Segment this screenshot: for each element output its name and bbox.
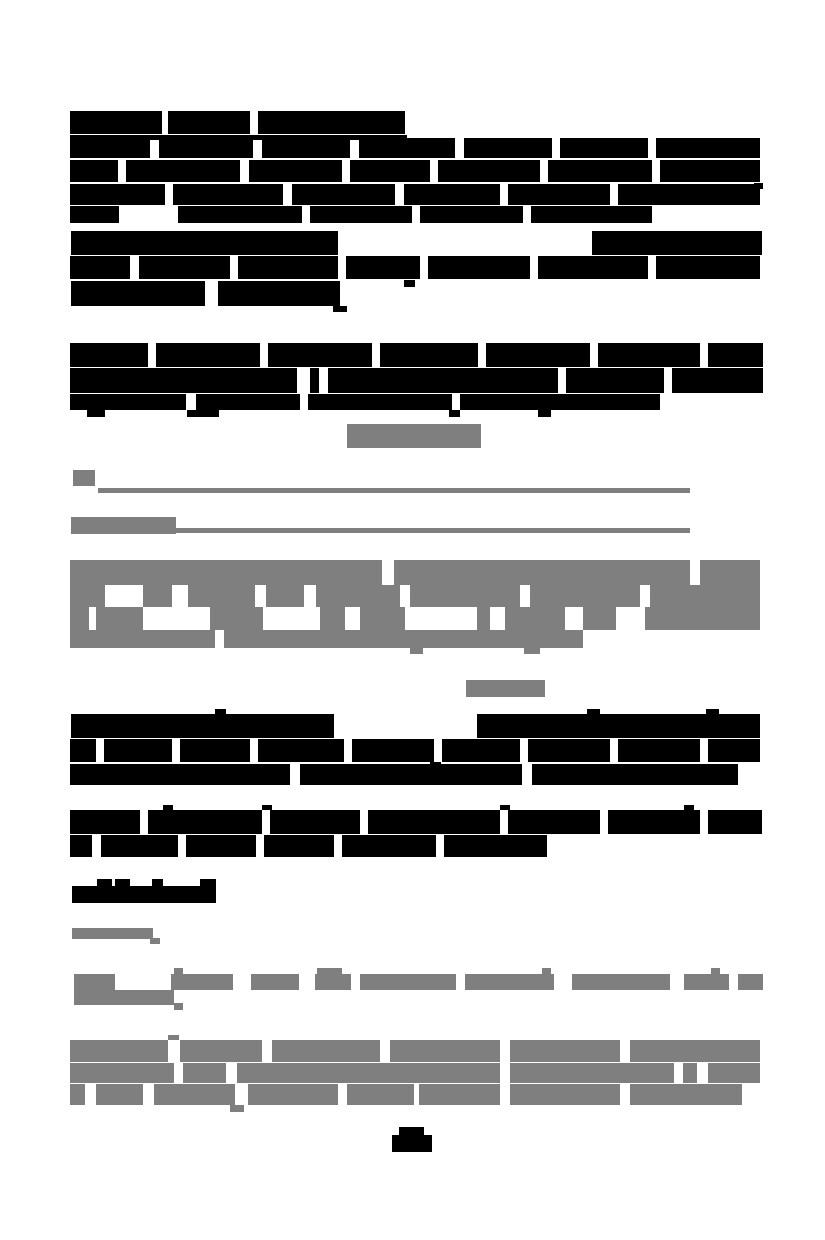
illegible-text-bar (683, 1063, 697, 1083)
ascender-mark (706, 709, 719, 714)
illegible-text-bar (70, 764, 290, 785)
illegible-text-bar (266, 585, 304, 607)
illegible-text-bar (210, 607, 263, 630)
illegible-text-bar (486, 343, 590, 367)
illegible-text-bar (346, 256, 420, 279)
illegible-text-bar (70, 1084, 85, 1105)
illegible-text-bar (510, 1040, 620, 1062)
ascender-mark (500, 805, 510, 810)
illegible-text-bar (598, 343, 700, 367)
illegible-text-bar (390, 1040, 500, 1062)
illegible-text-bar (96, 1084, 143, 1105)
illegible-text-bar (548, 160, 652, 182)
illegible-text-bar (645, 607, 760, 630)
illegible-text-bar (218, 281, 340, 306)
illegible-text-bar (560, 138, 648, 158)
illegible-text-bar (315, 974, 351, 990)
illegible-text-bar (70, 138, 150, 158)
illegible-text-bar (159, 138, 253, 158)
rule-line-mark (176, 528, 690, 533)
illegible-text-bar (650, 585, 760, 607)
illegible-text-bar (70, 560, 382, 585)
illegible-text-bar (394, 560, 690, 585)
illegible-text-bar (444, 835, 547, 857)
illegible-text-bar (249, 160, 342, 182)
illegible-text-bar (566, 368, 664, 393)
illegible-text-bar (477, 714, 760, 738)
illegible-text-bar (178, 206, 302, 223)
illegible-text-bar (510, 1084, 620, 1105)
ascender-mark (542, 968, 551, 974)
illegible-text-bar (139, 256, 230, 279)
illegible-text-bar (392, 1135, 432, 1152)
illegible-text-bar (328, 368, 558, 393)
illegible-text-bar (310, 368, 319, 393)
illegible-text-bar (508, 184, 610, 205)
illegible-text-bar (196, 394, 300, 410)
illegible-text-bar (538, 256, 648, 279)
ascender-mark (115, 879, 130, 887)
illegible-text-bar (420, 206, 523, 223)
illegible-text-bar (71, 714, 334, 738)
illegible-text-bar (672, 368, 763, 393)
illegible-text-bar (505, 607, 565, 630)
illegible-text-bar (70, 160, 118, 182)
illegible-text-bar (656, 256, 760, 279)
illegible-text-bar (248, 1084, 338, 1105)
illegible-text-bar (410, 585, 520, 607)
illegible-text-bar (70, 206, 119, 223)
ascender-mark (587, 709, 600, 714)
illegible-text-bar (168, 111, 250, 134)
descender-mark (174, 1003, 183, 1010)
illegible-text-bar (708, 810, 762, 834)
illegible-text-bar (608, 810, 700, 834)
rule-line-mark (98, 488, 690, 493)
illegible-text-bar (180, 739, 250, 762)
illegible-text-bar (477, 607, 490, 630)
illegible-text-bar (251, 974, 299, 990)
illegible-text-bar (419, 1084, 500, 1105)
illegible-text-bar (70, 739, 96, 762)
illegible-text-bar (618, 739, 700, 762)
illegible-text-bar (442, 739, 520, 762)
illegible-text-bar (70, 111, 162, 134)
illegible-text-bar (70, 630, 215, 648)
ascender-mark (200, 879, 216, 887)
illegible-text-bar (258, 739, 344, 762)
illegible-text-bar (320, 607, 345, 630)
illegible-text-bar (71, 517, 176, 534)
illegible-text-bar (465, 974, 554, 990)
descender-mark (404, 280, 415, 287)
illegible-text-bar (186, 835, 256, 857)
illegible-text-bar (342, 835, 436, 857)
underline-mark (70, 135, 407, 140)
descender-mark (754, 183, 763, 189)
illegible-text-bar (104, 739, 172, 762)
illegible-text-bar (359, 138, 455, 158)
illegible-text-bar (368, 810, 500, 834)
illegible-text-bar (508, 810, 600, 834)
illegible-text-bar (460, 394, 660, 410)
illegible-text-bar (70, 394, 186, 410)
illegible-text-bar (96, 607, 143, 630)
illegible-text-bar (428, 256, 530, 279)
illegible-text-bar (70, 184, 165, 205)
illegible-text-bar (530, 585, 640, 607)
illegible-text-bar (70, 1040, 168, 1062)
illegible-text-bar (466, 680, 545, 697)
illegible-text-bar (360, 607, 405, 630)
illegible-text-bar (74, 974, 115, 990)
illegible-text-bar (347, 424, 481, 448)
illegible-text-bar (532, 764, 738, 785)
ascender-mark (97, 879, 112, 887)
descender-mark (410, 648, 423, 654)
illegible-text-bar (180, 1040, 262, 1062)
illegible-text-bar (660, 160, 760, 182)
illegible-text-bar (237, 1063, 500, 1083)
illegible-text-bar (708, 1063, 760, 1083)
illegible-text-bar (70, 368, 297, 393)
illegible-text-bar (71, 231, 338, 255)
ascender-mark (174, 968, 183, 974)
ascender-mark (215, 709, 226, 714)
illegible-text-bar (74, 990, 174, 1005)
illegible-text-bar (583, 607, 616, 630)
illegible-text-bar (438, 160, 540, 182)
illegible-text-bar (183, 1063, 226, 1083)
illegible-text-bar (126, 160, 240, 182)
illegible-text-bar (708, 343, 763, 367)
ascender-mark (168, 1035, 179, 1040)
illegible-text-bar (510, 1063, 674, 1083)
illegible-text-bar (404, 184, 500, 205)
illegible-text-bar (531, 206, 652, 223)
ascender-mark (317, 968, 342, 974)
illegible-text-bar (70, 1063, 174, 1083)
illegible-text-bar (464, 138, 552, 158)
descender-mark (430, 762, 441, 769)
illegible-text-bar (73, 470, 95, 486)
illegible-text-bar (268, 343, 372, 367)
illegible-text-bar (528, 739, 610, 762)
illegible-text-bar (72, 886, 216, 903)
illegible-text-bar (101, 835, 178, 857)
illegible-text-bar (224, 630, 583, 648)
illegible-text-bar (171, 974, 233, 990)
illegible-text-bar (258, 111, 405, 134)
illegible-text-bar (350, 160, 430, 182)
illegible-text-bar (72, 928, 153, 939)
illegible-text-bar (70, 607, 89, 630)
illegible-text-bar (399, 1127, 424, 1136)
illegible-text-bar (143, 585, 172, 607)
illegible-text-bar (316, 585, 400, 607)
illegible-text-bar (738, 974, 763, 990)
descender-mark (333, 306, 347, 312)
illegible-text-bar (347, 1084, 414, 1105)
illegible-text-bar (154, 1084, 235, 1105)
illegible-text-bar (592, 231, 762, 255)
illegible-text-bar (310, 206, 412, 223)
illegible-text-bar (708, 739, 760, 762)
illegible-text-bar (70, 810, 140, 834)
illegible-text-bar (238, 256, 338, 279)
illegible-text-bar (700, 560, 760, 585)
illegible-text-bar (264, 835, 334, 857)
illegible-text-bar (156, 343, 260, 367)
illegible-text-bar (262, 138, 350, 158)
illegible-text-bar (70, 835, 92, 857)
ascender-mark (152, 879, 163, 887)
descender-mark (150, 938, 160, 944)
ascender-mark (163, 805, 173, 810)
ascender-mark (684, 805, 694, 810)
illegible-text-bar (360, 974, 456, 990)
illegible-text-bar (308, 394, 452, 410)
illegible-text-bar (380, 343, 478, 367)
descender-mark (524, 648, 540, 654)
illegible-text-bar (300, 764, 522, 785)
ascender-mark (262, 805, 272, 810)
illegible-text-bar (173, 184, 283, 205)
illegible-text-bar (618, 184, 760, 205)
illegible-text-bar (630, 1040, 760, 1062)
illegible-text-bar (352, 739, 434, 762)
descender-mark (187, 410, 219, 417)
illegible-text-bar (270, 810, 360, 834)
illegible-text-bar (70, 343, 148, 367)
descender-mark (538, 410, 551, 417)
illegible-text-bar (148, 810, 262, 834)
illegible-text-bar (292, 184, 395, 205)
descender-mark (87, 410, 105, 417)
illegible-text-bar (272, 1040, 380, 1062)
ascender-mark (711, 968, 720, 974)
descender-mark (230, 1105, 244, 1112)
illegible-text-bar (630, 1084, 742, 1105)
illegible-text-bar (572, 974, 670, 990)
illegible-text-bar (188, 585, 255, 607)
illegible-text-bar (684, 974, 729, 990)
illegible-text-bar (70, 256, 130, 279)
descender-mark (449, 410, 460, 417)
illegible-text-bar (656, 138, 760, 158)
illegible-text-bar (70, 585, 105, 607)
illegible-text-bar (71, 281, 205, 306)
